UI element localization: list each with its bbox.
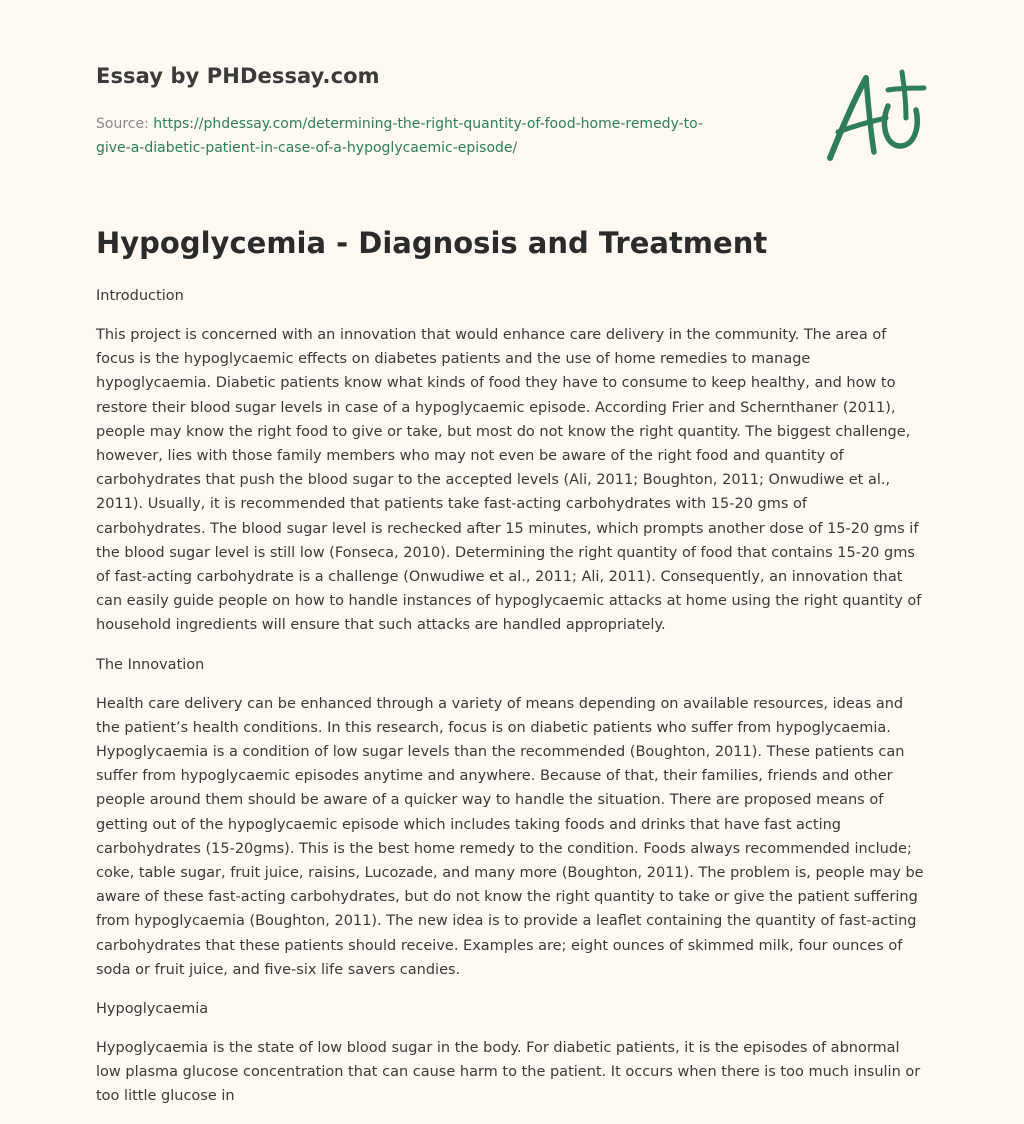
- paragraph-introduction: [96, 323, 928, 638]
- source-link-line2: give-a-diabetic-patient-in-case-of-a-hypoglycaemic-episode/: [96, 140, 518, 156]
- text-line: people may know the right food to give or take, but most do not know the right quantity. The biggest challenge,: [96, 423, 911, 440]
- text-line: 2011). Usually, it is recommended that patients take fast-acting carbohydrates with 15-20 gms of: [96, 496, 808, 513]
- text-line: however, lies with those family members who may not even be aware of the right food and quantity of: [96, 448, 844, 465]
- text-line: carbohydrates (15-20gms). This is the best home remedy to the condition. Foods always recommended include;: [96, 840, 912, 857]
- paragraph-hypoglycaemia: [96, 1036, 928, 1109]
- text-line: Health care delivery can be enhanced through a variety of means depending on available resources, ideas and: [96, 695, 904, 712]
- text-line: soda or fruit juice, and five-six life savers candies.: [96, 961, 461, 978]
- section-heading-hypoglycaemia: Hypoglycaemia: [96, 1001, 209, 1018]
- site-title: Essay by PHDessay.com: [96, 64, 380, 88]
- text-line: This project is concerned with an innovation that would enhance care delivery in the community. The area of: [96, 327, 887, 343]
- source-link-line1: https://phdessay.com/determining-the-right-quantity-of-food-home-remedy-to-: [153, 116, 704, 132]
- a-plus-logo-icon: [820, 66, 930, 166]
- text-line: suffer from hypoglycaemic episodes anytime and anywhere. Because of that, their families, friends and other: [96, 768, 893, 785]
- text-line: carbohydrates that these patients should receive. Examples are; eight ounces of skimmed milk, four ounces of: [96, 937, 903, 954]
- text-line: aware of these fast-acting carbohydrates, but do not know the right quantity to take or give the patient suffering: [96, 889, 918, 906]
- document-title: Hypoglycemia - Diagnosis and Treatment: [96, 226, 768, 260]
- text-line: the blood sugar level is still low (Fonseca, 2010). Determining the right quantity of food that contains 15-20 gms: [96, 544, 915, 561]
- text-line: the patient’s health conditions. In this research, focus is on diabetic patients who suffer from hypoglycaemia.: [96, 719, 891, 736]
- source-link[interactable]: [96, 116, 703, 156]
- source-label: Source:: [96, 116, 149, 132]
- text-line: of fast-acting carbohydrate is a challenge (Onwudiwe et al., 2011; Ali, 2011). Consequently, an innovation that: [96, 569, 903, 586]
- text-line: carbohydrates that push the blood sugar to the accepted levels (Ali, 2011; Boughton, 2011; Onwudiwe et al.,: [96, 472, 891, 489]
- text-line: can easily guide people on how to handle instances of hypoglycaemic attacks at home using the right quantity of: [96, 593, 922, 610]
- text-line: getting out of the hypoglycaemic episode which includes taking foods and drinks that have fast acting: [96, 816, 842, 833]
- text-line: too little glucose in: [96, 1088, 235, 1105]
- section-heading-introduction: Introduction: [96, 288, 184, 304]
- section-heading-innovation: The Innovation: [96, 656, 205, 673]
- essay-body: [96, 284, 928, 1124]
- text-line: carbohydrates. The blood sugar level is rechecked after 15 minutes, which prompts another dose of 15-20 gms if: [96, 520, 919, 537]
- text-line: focus is the hypoglycaemic effects on diabetes patients and the use of home remedies to manage: [96, 351, 811, 368]
- text-line: Hypoglycaemia is a condition of low sugar levels than the recommended (Boughton, 2011). These patients can: [96, 744, 905, 761]
- text-line: low plasma glucose concentration that can cause harm to the patient. It occurs when there is too much insulin or: [96, 1064, 921, 1081]
- paragraph-innovation: [96, 692, 928, 982]
- text-line: Hypoglycaemia is the state of low blood sugar in the body. For diabetic patients, it is the episodes of abnormal: [96, 1040, 900, 1057]
- text-line: restore their blood sugar levels in case of a hypoglycaemic episode. According Frier and Schernthaner (2011),: [96, 399, 896, 416]
- source-line: [96, 112, 796, 160]
- text-line: coke, table sugar, fruit juice, raisins, Lucozade, and many more (Boughton, 2011). The problem is, people may be: [96, 865, 924, 882]
- text-line: hypoglycaemia. Diabetic patients know what kinds of food they have to consume to keep healthy, and how to: [96, 375, 896, 392]
- text-line: household ingredients will ensure that such attacks are handled appropriately.: [96, 617, 666, 634]
- text-line: from hypoglycaemia (Boughton, 2011). The new idea is to provide a leaflet containing the quantity of fast-acting: [96, 913, 917, 930]
- text-line: people around them should be aware of a quicker way to handle the situation. There are proposed means of: [96, 792, 884, 809]
